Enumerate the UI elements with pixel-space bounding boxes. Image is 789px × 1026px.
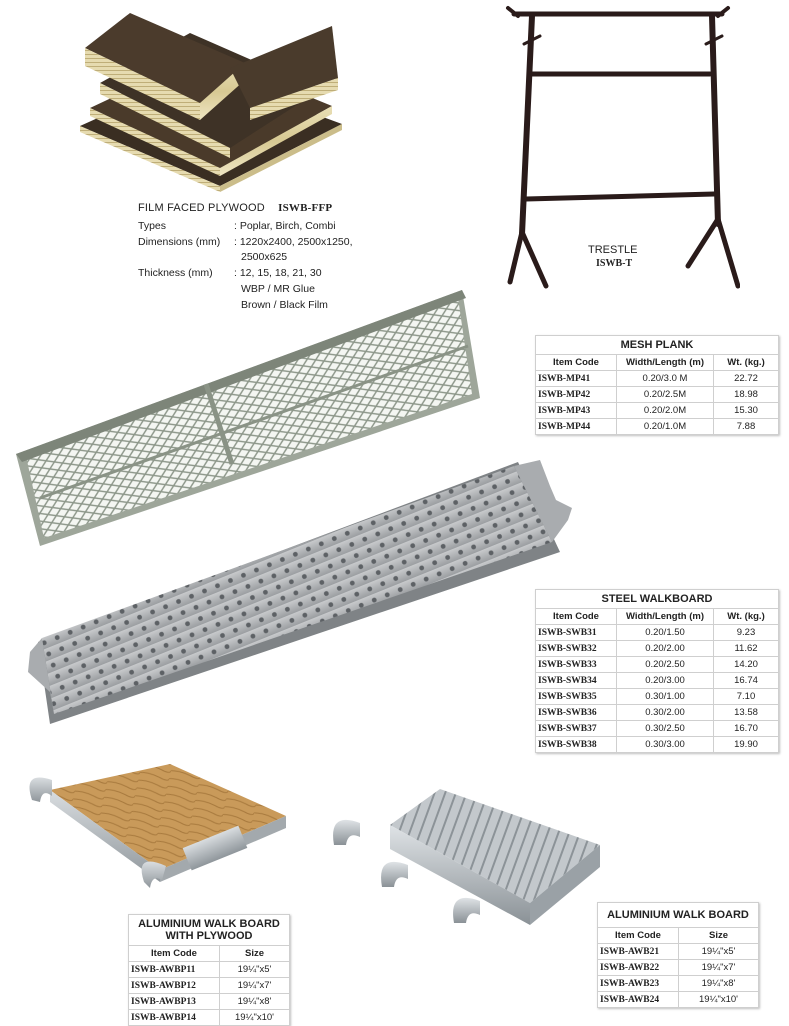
plywood-code: ISWB-FFP	[278, 202, 333, 214]
steel-walkboard-table	[535, 589, 779, 753]
width-length: 0.20/2.00	[617, 641, 714, 657]
table-caption-line1: ALUMINIUM WALK BOARD	[138, 918, 280, 930]
column-header: Item Code	[536, 355, 617, 371]
item-code: ISWB-SWB38	[536, 737, 617, 753]
item-code: ISWB-SWB34	[536, 673, 617, 689]
column-header: Wt. (kg.)	[714, 355, 779, 371]
table-row	[536, 625, 779, 641]
item-code: ISWB-AWB23	[598, 976, 679, 992]
item-code: ISWB-MP44	[536, 419, 617, 435]
table-caption: MESH PLANK	[536, 336, 779, 355]
weight: 11.62	[714, 641, 779, 657]
item-code: ISWB-AWB24	[598, 992, 679, 1008]
size: 19¼"x8'	[220, 994, 290, 1010]
aluminium-walkboard-table	[597, 902, 759, 1008]
weight: 22.72	[714, 371, 779, 387]
item-code: ISWB-SWB37	[536, 721, 617, 737]
weight: 14.20	[714, 657, 779, 673]
spec-key: Thickness (mm)	[138, 267, 213, 279]
table-row	[598, 976, 759, 992]
item-code: ISWB-SWB35	[536, 689, 617, 705]
column-header: Size	[679, 928, 759, 944]
table-row	[129, 1010, 290, 1026]
weight: 7.10	[714, 689, 779, 705]
item-code: ISWB-SWB36	[536, 705, 617, 721]
weight: 16.74	[714, 673, 779, 689]
width-length: 0.30/2.50	[617, 721, 714, 737]
steel-walkboard-image	[20, 452, 580, 732]
width-length: 0.20/1.0M	[617, 419, 714, 435]
size: 19¼"x5'	[679, 944, 759, 960]
item-code: ISWB-AWBP14	[129, 1010, 220, 1026]
item-code: ISWB-AWBP13	[129, 994, 220, 1010]
weight: 9.23	[714, 625, 779, 641]
width-length: 0.20/3.0 M	[617, 371, 714, 387]
aluminium-walkboard-plywood-table	[128, 914, 290, 1026]
size: 19¼"x5'	[220, 962, 290, 978]
table-caption	[129, 915, 290, 946]
table-row	[598, 992, 759, 1008]
column-header: Width/Length (m)	[617, 609, 714, 625]
spec-value: 2500x625	[241, 251, 288, 263]
item-code: ISWB-AWB22	[598, 960, 679, 976]
width-length: 0.20/2.50	[617, 657, 714, 673]
item-code: ISWB-AWB21	[598, 944, 679, 960]
column-header: Item Code	[536, 609, 617, 625]
width-length: 0.20/2.5M	[617, 387, 714, 403]
table-row	[598, 960, 759, 976]
spec-key: Types	[138, 220, 167, 232]
weight: 18.98	[714, 387, 779, 403]
spec-value: : 12, 15, 18, 21, 30	[234, 267, 322, 279]
width-length: 0.30/3.00	[617, 737, 714, 753]
size: 19¼"x10'	[679, 992, 759, 1008]
column-header: Item Code	[129, 946, 220, 962]
item-code: ISWB-MP42	[536, 387, 617, 403]
item-code: ISWB-SWB32	[536, 641, 617, 657]
item-code: ISWB-MP41	[536, 371, 617, 387]
column-header: Item Code	[598, 928, 679, 944]
plywood-title-text: FILM FACED PLYWOOD	[138, 202, 265, 214]
spec-value: WBP / MR Glue	[241, 283, 315, 295]
table-row	[536, 673, 779, 689]
table-row	[536, 419, 779, 435]
film-faced-plywood-image	[70, 8, 350, 193]
trestle-code: ISWB-T	[596, 258, 633, 269]
width-length: 0.20/2.0M	[617, 403, 714, 419]
size: 19¼"x10'	[220, 1010, 290, 1026]
plywood-title	[138, 202, 332, 214]
table-row	[536, 705, 779, 721]
width-length: 0.20/1.50	[617, 625, 714, 641]
column-header: Width/Length (m)	[617, 355, 714, 371]
width-length: 0.30/1.00	[617, 689, 714, 705]
table-row	[129, 994, 290, 1010]
weight: 19.90	[714, 737, 779, 753]
item-code: ISWB-MP43	[536, 403, 617, 419]
size: 19¼"x8'	[679, 976, 759, 992]
table-row	[536, 657, 779, 673]
item-code: ISWB-AWBP12	[129, 978, 220, 994]
table-caption-line2: WITH PLYWOOD	[165, 930, 253, 942]
column-header: Size	[220, 946, 290, 962]
spec-value: Brown / Black Film	[241, 299, 328, 311]
weight: 7.88	[714, 419, 779, 435]
size: 19¼"x7'	[679, 960, 759, 976]
table-row	[536, 371, 779, 387]
aluminium-walkboard-image	[330, 785, 615, 935]
item-code: ISWB-SWB33	[536, 657, 617, 673]
table-caption: ALUMINIUM WALK BOARD	[598, 903, 759, 928]
table-row	[536, 737, 779, 753]
table-row	[536, 721, 779, 737]
spec-key: Dimensions (mm)	[138, 236, 221, 248]
trestle-title: TRESTLE	[588, 244, 638, 256]
item-code: ISWB-AWBP11	[129, 962, 220, 978]
table-row	[536, 641, 779, 657]
weight: 13.58	[714, 705, 779, 721]
column-header: Wt. (kg.)	[714, 609, 779, 625]
table-row	[536, 403, 779, 419]
weight: 15.30	[714, 403, 779, 419]
aluminium-walkboard-plywood-image	[20, 760, 300, 895]
weight: 16.70	[714, 721, 779, 737]
table-row	[536, 387, 779, 403]
spec-value: : Poplar, Birch, Combi	[234, 220, 336, 232]
table-row	[536, 689, 779, 705]
table-row	[129, 978, 290, 994]
width-length: 0.20/3.00	[617, 673, 714, 689]
item-code: ISWB-SWB31	[536, 625, 617, 641]
table-row	[598, 944, 759, 960]
spec-value: : 1220x2400, 2500x1250,	[234, 236, 353, 248]
mesh-plank-table	[535, 335, 779, 435]
table-row	[129, 962, 290, 978]
table-caption: STEEL WALKBOARD	[536, 590, 779, 609]
size: 19¼"x7'	[220, 978, 290, 994]
width-length: 0.30/2.00	[617, 705, 714, 721]
